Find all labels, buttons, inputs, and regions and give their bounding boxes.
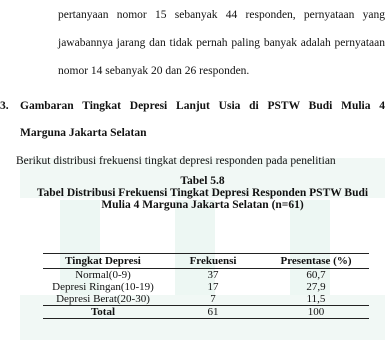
table-cell: 7 <box>210 293 216 305</box>
column-header: Presentase (%) <box>263 254 369 269</box>
table-cell: 61 <box>163 306 263 319</box>
table-cell: 60,7 <box>306 269 326 281</box>
table-cell: 100 <box>263 306 369 319</box>
section-number: 3. <box>0 100 9 112</box>
paragraph-line-1: pertanyaan nomor 15 sebanyak 44 responden, pernyataan yang <box>58 9 385 21</box>
column-header: Frekuensi <box>163 254 263 269</box>
table-number: Tabel 5.8 <box>180 175 225 187</box>
table-cell: 27,9 <box>306 281 326 293</box>
section-heading-line-2: Marguna Jakarta Selatan <box>20 127 147 139</box>
column-header: Tingkat Depresi <box>43 254 163 269</box>
table-cell: Total <box>43 306 163 319</box>
table-row <box>43 281 369 293</box>
paragraph-line-2: jawabannya jarang dan tidak pernah paling banyak adalah pernyataan <box>58 37 385 49</box>
table-header-row <box>43 254 369 269</box>
section-heading-line-1: Gambaran Tingkat Depresi Lanjut Usia di PSTW Budi Mulia 4 <box>20 100 385 112</box>
table-total-row <box>43 306 369 319</box>
table-cell: Normal(0-9) <box>75 269 131 281</box>
paragraph-line-3: nomor 14 sebanyak 20 dan 26 responden. <box>58 65 250 77</box>
section-intro: Berikut distribusi frekuensi tingkat depresi responden pada penelitian <box>16 155 336 167</box>
table-cell: Depresi Ringan(10-19) <box>52 281 154 293</box>
table-cell: 17 <box>207 281 219 293</box>
table-row <box>43 293 369 306</box>
table-caption-line-2: Mulia 4 Marguna Jakarta Selatan (n=61) <box>101 199 304 211</box>
table-cell: 11,5 <box>306 293 326 305</box>
table-cell: Depresi Berat(20-30) <box>56 293 150 305</box>
depression-frequency-table <box>43 253 369 319</box>
table-cell: 37 <box>207 269 219 281</box>
table-caption-line-1: Tabel Distribusi Frekuensi Tingkat Depresi Responden PSTW Budi <box>36 187 369 199</box>
table-row <box>43 269 369 282</box>
